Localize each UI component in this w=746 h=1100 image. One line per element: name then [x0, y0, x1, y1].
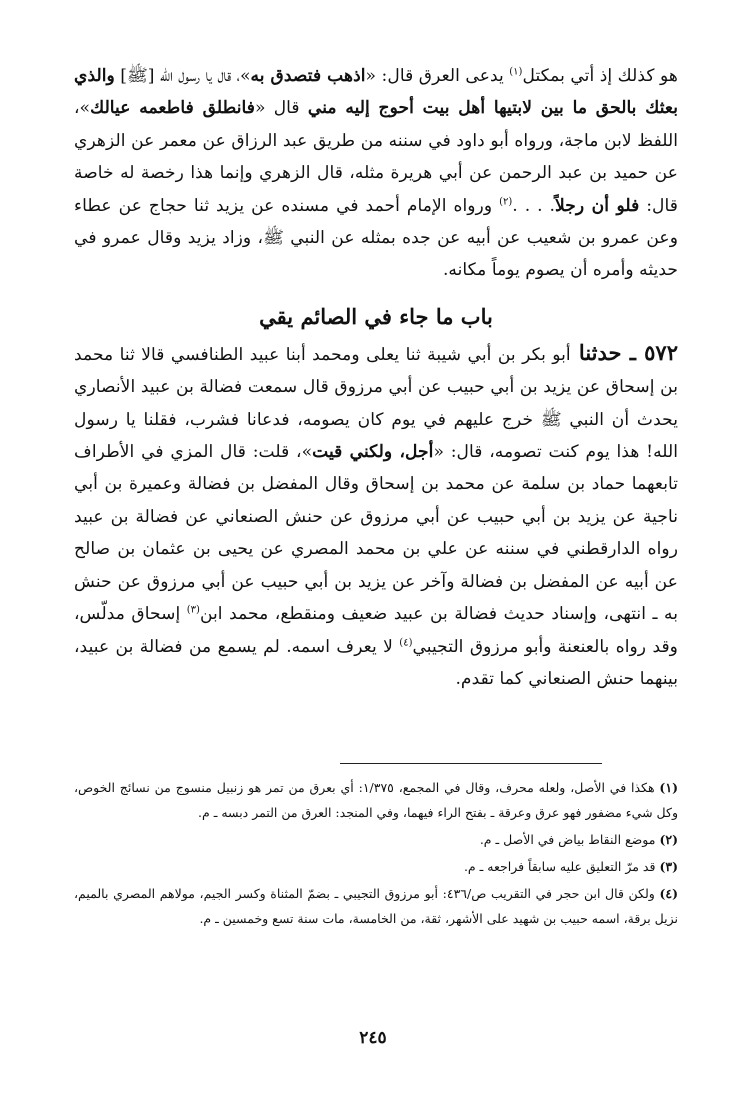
footnote-2: [74, 827, 678, 852]
footnote-ref-3[interactable]: (٣): [186, 604, 200, 616]
footnote-marker: (٢): [659, 832, 678, 847]
footnote-1: [74, 775, 678, 825]
footnote-ref-1[interactable]: (١): [509, 66, 523, 78]
footnote-text: قد مرّ التعليق عليه سابقاً فراجعه ـ م.: [463, 859, 656, 874]
text-run: قال «: [254, 98, 308, 119]
footnote-text: ولكن قال ابن حجر في التقريب ص/٤٣٦: أبو مرزوق التجيبي ـ بضمّ المثناة وكسر الجيم، مولاهم المصري بالميم، نزيل برقة، اسمه حبيب بن شهيد على الأشهر، ثقة، من الخامسة، مات سنة تسع وخمسين ـ م.: [74, 886, 678, 926]
chapter-heading: باب ما جاء في الصائم يقي: [259, 303, 493, 329]
footnote-3: [74, 854, 678, 879]
page-number: ٢٤٥: [359, 1028, 387, 1048]
hadith-quote: والذي بعثك بالحق ما بين لابتيها أهل بيت أحوج إليه مني: [74, 66, 678, 119]
hadith-paragraph: [74, 337, 678, 695]
footnote-marker: (١): [659, 780, 678, 795]
text-run: ورواه الإمام أحمد في مسنده عن يزيد ثنا حجاج عن عطاء وعن عمرو بن شعيب عن أبيه عن جده بمثله عن النبي ﷺ، وزاد يزيد وقال عمرو في حديثه وأمره أن يصوم يوماً مكانه.: [74, 195, 678, 281]
hadith-quote: فانطلق فاطعمه عيالك: [90, 98, 255, 119]
hadith-number: ٥٧٢: [644, 339, 678, 365]
text-run: يدعى العرق قال: «: [365, 66, 510, 86]
hadith-quote: فلو أن رجلاً: [555, 195, 640, 216]
text-run: »، قلت: قال المزي في الأطراف تابعهما حماد بن سلمة عن محمد بن إسحاق وقال المفضل بن فضالة وعميرة بن أبي ناجية عن يزيد بن أبي حبيب عن أبي مرزوق عن حنش الصنعاني عن فضالة بن عبيد رواه الدارقطني في سننه عن علي بن محمد المصري عن يحيى بن عثمان بن صالح عن أبيه عن المفضل بن فضالة وآخر عن يزيد بن أبي حبيب عن أبي مرزوق عن حنش به ـ انتهى، وإسناد حديث فضالة بن عبيد ضعيف ومنقطع، محمد ابن: [74, 442, 678, 625]
lead-text: هو كذلك إذ أتي بمكتل: [522, 66, 678, 86]
continuation-paragraph: [74, 60, 678, 287]
hadith-quote: أجل، ولكني قيت: [312, 442, 434, 463]
haddathana-label: ـ حدثنا: [570, 339, 645, 365]
footnote-4: [74, 881, 678, 931]
ellipsis: . . . .: [512, 195, 555, 216]
text-run: »، اللفظ لابن ماجة، ورواه أبو داود في سننه من طريق عبد الرزاق عن معمر عن الزهري عن حميد بن عبد الرحمن عن أبي هريرة مثله، قال الزهري وإنما هذا رخصة له خاصة قال:: [74, 98, 678, 216]
footnote-separator: [340, 763, 602, 764]
footnote-marker: (٣): [659, 859, 678, 874]
footnote-ref-4[interactable]: (٤): [399, 636, 413, 648]
text-run: إسحاق مدلّس، وقد رواه بالعنعنة وأبو مرزوق التجيبي: [74, 604, 678, 657]
text-run: لا يعرف اسمه. لم يسمع من فضالة بن عبيد، بينهما حنش الصنعاني كما تقدم.: [74, 636, 678, 689]
main-text: [74, 60, 678, 695]
text-run: »، قال يا رسول الله [ﷺ]: [114, 66, 251, 86]
footnote-ref-2[interactable]: (٢): [499, 195, 513, 207]
footnotes: [74, 775, 678, 933]
footnote-marker: (٤): [659, 886, 679, 901]
footnote-text: هكذا في الأصل، ولعله محرف، وقال في المجمع، ١/٣٧٥: أي بعرق من تمر هو زنبيل منسوج من نسائج الخوص، وكل شيء مضفور فهو عرق وعرقة ـ بفتح الراء فيهما، وفي المنجد: العرق من التمر دبسه ـ م.: [74, 780, 678, 820]
footnote-text: موضع النقاط بياض في الأصل ـ م.: [479, 832, 656, 847]
hadith-quote: اذهب فتصدق به: [250, 66, 366, 86]
text-run: أبو بكر بن أبي شيبة ثنا يعلى ومحمد أبنا عبيد الطنافسي قالا ثنا محمد بن إسحاق عن يزيد بن أبي حبيب عن أبي مرزوق قال سمعت فضالة بن عبيد الأنصاري يحدث أن النبي ﷺ خرج عليهم في يوم كان يصومه، فدعانا فشرب، فقلنا يا رسول الله! هذا يوم كنت تصومه، قال: «: [74, 344, 678, 463]
